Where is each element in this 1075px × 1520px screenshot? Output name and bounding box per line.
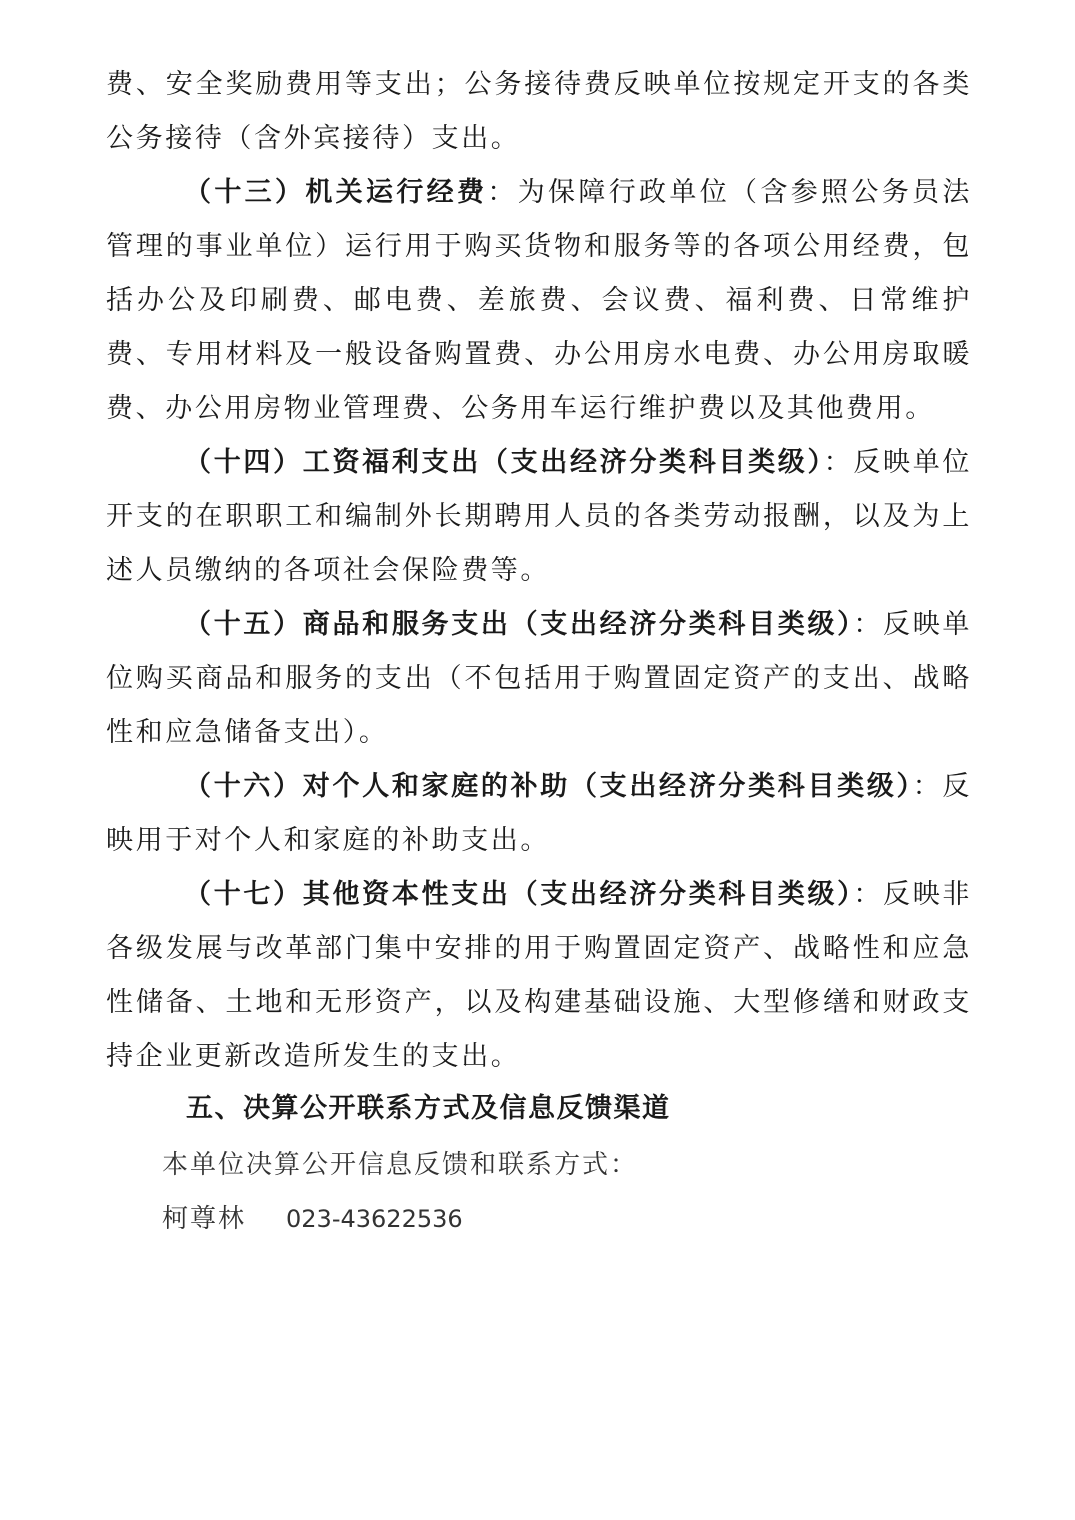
section-lead-15: （十五）商品和服务支出（支出经济分类科目类级） <box>184 609 854 640</box>
section-body-14: ：反映单位开支的在职职工和编制外长期聘用人员的各类劳动报酬，以及为上述人员缴纳的各项社会保险费等。 <box>106 447 973 586</box>
section-lead-17: （十七）其他资本性支出（支出经济分类科目类级） <box>184 879 854 910</box>
contact-name: 柯尊林 <box>162 1204 247 1234</box>
section-paragraph-16 <box>106 760 972 868</box>
section-lead-16: （十六）对个人和家庭的补助（支出经济分类科目类级） <box>184 771 913 802</box>
section-paragraph-17 <box>106 868 972 1084</box>
section-paragraph-13 <box>106 166 972 436</box>
section-heading: 五、决算公开联系方式及信息反馈渠道 <box>186 1093 671 1124</box>
section-body-13: ：为保障行政单位（含参照公务员法管理的事业单位）运行用于购买货物和服务等的各项公用经费，包括办公及印刷费、邮电费、差旅费、会议费、福利费、日常维护费、专用材料及一般设备购置费、办公用房水电费、办公用房取暖费、办公用房物业管理费、公务用车运行维护费以及其他费用。 <box>106 177 972 424</box>
section-body-16: ：反映用于对个人和家庭的补助支出。 <box>106 771 973 856</box>
contact-intro: 本单位决算公开信息反馈和联系方式： <box>162 1150 639 1180</box>
contact-phone: 023-43622536 <box>286 1205 463 1233</box>
section-body-15: ：反映单位购买商品和服务的支出（不包括用于购置固定资产的支出、战略性和应急储备支出）。 <box>106 609 972 748</box>
section-paragraph-15 <box>106 598 972 760</box>
contact-line <box>162 1192 463 1246</box>
section-lead-14: （十四）工资福利支出（支出经济分类科目类级） <box>184 447 824 478</box>
section-lead-13: （十三）机关运行经费 <box>184 177 488 208</box>
continuation-paragraph: 费、安全奖励费用等支出；公务接待费反映单位按规定开支的各类公务接待（含外宾接待）支出。 <box>106 69 972 154</box>
section-paragraph-14 <box>106 436 972 598</box>
section-body-17: ：反映非各级发展与改革部门集中安排的用于购置固定资产、战略性和应急性储备、土地和无形资产，以及构建基础设施、大型修缮和财政支持企业更新改造所发生的支出。 <box>106 879 972 1072</box>
